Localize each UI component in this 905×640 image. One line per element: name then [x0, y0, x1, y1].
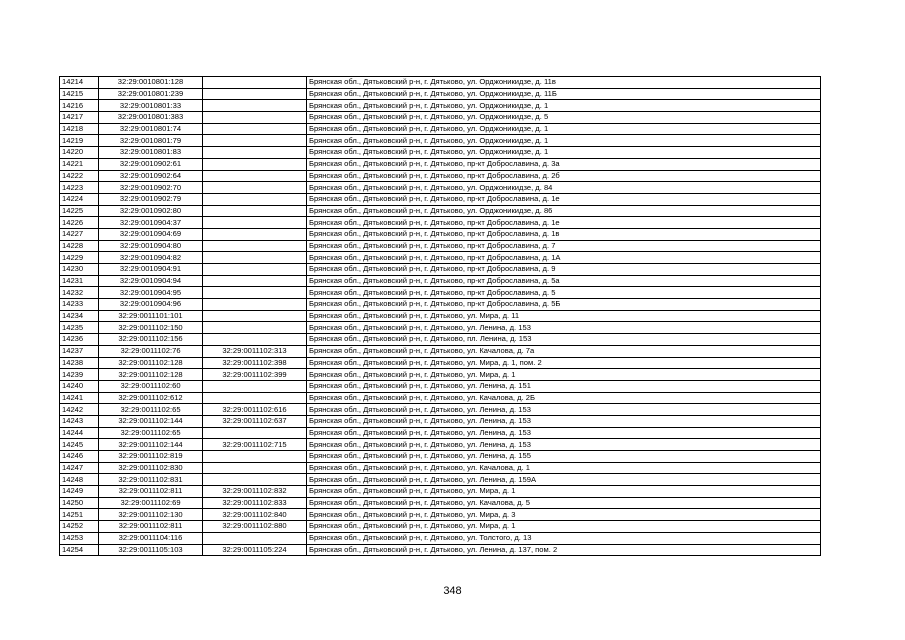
address-cell: Брянская обл., Дятьковский р-н, г. Дятьково, пр-кт Доброславина, д. 5Б	[307, 299, 821, 311]
object-cadastral-number-cell	[203, 170, 307, 182]
row-number-cell: 14251	[60, 509, 99, 521]
table-row	[60, 158, 821, 170]
row-number-cell: 14249	[60, 486, 99, 498]
cadastral-number-cell: 32:29:0011102:69	[99, 497, 203, 509]
address-cell: Брянская обл., Дятьковский р-н, г. Дятьково, пр-кт Доброславина, д. 3а	[307, 158, 821, 170]
address-cell: Брянская обл., Дятьковский р-н, г. Дятьково, ул. Качалова, д. 2Б	[307, 392, 821, 404]
table-row	[60, 135, 821, 147]
object-cadastral-number-cell	[203, 158, 307, 170]
address-cell: Брянская обл., Дятьковский р-н, г. Дятьково, ул. Орджоникидзе, д. 1	[307, 147, 821, 159]
cadastral-number-cell: 32:29:0011102:130	[99, 509, 203, 521]
object-cadastral-number-cell: 32:29:0011102:840	[203, 509, 307, 521]
table-row	[60, 357, 821, 369]
table-row	[60, 193, 821, 205]
address-cell: Брянская обл., Дятьковский р-н, г. Дятьково, ул. Мира, д. 1, пом. 2	[307, 357, 821, 369]
row-number-cell: 14219	[60, 135, 99, 147]
object-cadastral-number-cell	[203, 334, 307, 346]
object-cadastral-number-cell	[203, 310, 307, 322]
table-row	[60, 532, 821, 544]
row-number-cell: 14234	[60, 310, 99, 322]
object-cadastral-number-cell	[203, 228, 307, 240]
cadastral-number-cell: 32:29:0010902:64	[99, 170, 203, 182]
cadastral-number-cell: 32:29:0010801:79	[99, 135, 203, 147]
address-cell: Брянская обл., Дятьковский р-н, г. Дятьково, пр-кт Доброславина, д. 5а	[307, 275, 821, 287]
address-cell: Брянская обл., Дятьковский р-н, г. Дятьково, ул. Мира, д. 3	[307, 509, 821, 521]
object-cadastral-number-cell: 32:29:0011102:880	[203, 521, 307, 533]
cadastral-number-cell: 32:29:0011102:830	[99, 462, 203, 474]
table-row	[60, 345, 821, 357]
row-number-cell: 14224	[60, 193, 99, 205]
address-cell: Брянская обл., Дятьковский р-н, г. Дятьково, пр-кт Доброславина, д. 2б	[307, 170, 821, 182]
table-row	[60, 380, 821, 392]
address-cell: Брянская обл., Дятьковский р-н, г. Дятьково, ул. Ленина, д. 153	[307, 439, 821, 451]
cadastral-number-cell: 32:29:0010902:80	[99, 205, 203, 217]
cadastral-number-cell: 32:29:0010904:69	[99, 228, 203, 240]
row-number-cell: 14232	[60, 287, 99, 299]
address-cell: Брянская обл., Дятьковский р-н, г. Дятьково, пр-кт Доброславина, д. 1в	[307, 228, 821, 240]
cadastral-number-cell: 32:29:0010902:70	[99, 182, 203, 194]
cadastral-number-cell: 32:29:0010902:79	[99, 193, 203, 205]
table-row	[60, 228, 821, 240]
table-row	[60, 287, 821, 299]
table-row	[60, 462, 821, 474]
table-row	[60, 77, 821, 89]
cadastral-number-cell: 32:29:0011102:76	[99, 345, 203, 357]
row-number-cell: 14218	[60, 123, 99, 135]
page-number: 348	[443, 585, 462, 597]
table-row	[60, 427, 821, 439]
address-cell: Брянская обл., Дятьковский р-н, г. Дятьково, ул. Ленина, д. 153	[307, 415, 821, 427]
address-cell: Брянская обл., Дятьковский р-н, г. Дятьково, ул. Качалова, д. 7а	[307, 345, 821, 357]
address-cell: Брянская обл., Дятьковский р-н, г. Дятьково, ул. Орджоникидзе, д. 1	[307, 100, 821, 112]
table-row	[60, 486, 821, 498]
table-row	[60, 147, 821, 159]
cadastral-number-cell: 32:29:0010904:96	[99, 299, 203, 311]
cadastral-number-cell: 32:29:0011102:65	[99, 404, 203, 416]
address-cell: Брянская обл., Дятьковский р-н, г. Дятьково, ул. Мира, д. 1	[307, 369, 821, 381]
row-number-cell: 14252	[60, 521, 99, 533]
row-number-cell: 14214	[60, 77, 99, 89]
row-number-cell: 14237	[60, 345, 99, 357]
row-number-cell: 14245	[60, 439, 99, 451]
row-number-cell: 14238	[60, 357, 99, 369]
registry-table	[59, 76, 821, 556]
address-cell: Брянская обл., Дятьковский р-н, г. Дятьково, ул. Ленина, д. 155	[307, 451, 821, 463]
address-cell: Брянская обл., Дятьковский р-н, г. Дятьково, ул. Ленина, д. 153	[307, 404, 821, 416]
address-cell: Брянская обл., Дятьковский р-н, г. Дятьково, ул. Ленина, д. 151	[307, 380, 821, 392]
object-cadastral-number-cell	[203, 217, 307, 229]
address-cell: Брянская обл., Дятьковский р-н, г. Дятьково, пр-кт Доброславина, д. 7	[307, 240, 821, 252]
table-row	[60, 88, 821, 100]
row-number-cell: 14242	[60, 404, 99, 416]
object-cadastral-number-cell	[203, 380, 307, 392]
row-number-cell: 14250	[60, 497, 99, 509]
row-number-cell: 14247	[60, 462, 99, 474]
table-row	[60, 100, 821, 112]
address-cell: Брянская обл., Дятьковский р-н, г. Дятьково, ул. Орджоникидзе, д. 1	[307, 135, 821, 147]
row-number-cell: 14230	[60, 264, 99, 276]
row-number-cell: 14222	[60, 170, 99, 182]
address-cell: Брянская обл., Дятьковский р-н, г. Дятьково, пр-кт Доброславина, д. 1е	[307, 217, 821, 229]
object-cadastral-number-cell: 32:29:0011102:398	[203, 357, 307, 369]
row-number-cell: 14229	[60, 252, 99, 264]
row-number-cell: 14215	[60, 88, 99, 100]
table-row	[60, 275, 821, 287]
row-number-cell: 14228	[60, 240, 99, 252]
row-number-cell: 14221	[60, 158, 99, 170]
address-cell: Брянская обл., Дятьковский р-н, г. Дятьково, ул. Орджоникидзе, д. 84	[307, 182, 821, 194]
table-row	[60, 310, 821, 322]
cadastral-number-cell: 32:29:0011101:101	[99, 310, 203, 322]
cadastral-number-cell: 32:29:0010904:80	[99, 240, 203, 252]
cadastral-number-cell: 32:29:0011102:831	[99, 474, 203, 486]
row-number-cell: 14216	[60, 100, 99, 112]
cadastral-number-cell: 32:29:0011102:811	[99, 486, 203, 498]
table-row	[60, 415, 821, 427]
address-cell: Брянская обл., Дятьковский р-н, г. Дятьково, ул. Орджоникидзе, д. 11Б	[307, 88, 821, 100]
object-cadastral-number-cell	[203, 427, 307, 439]
cadastral-number-cell: 32:29:0011102:144	[99, 439, 203, 451]
row-number-cell: 14254	[60, 544, 99, 556]
object-cadastral-number-cell	[203, 205, 307, 217]
cadastral-number-cell: 32:29:0010902:61	[99, 158, 203, 170]
address-cell: Брянская обл., Дятьковский р-н, г. Дятьково, ул. Мира, д. 11	[307, 310, 821, 322]
cadastral-number-cell: 32:29:0011102:156	[99, 334, 203, 346]
cadastral-number-cell: 32:29:0010904:91	[99, 264, 203, 276]
table-row	[60, 170, 821, 182]
object-cadastral-number-cell: 32:29:0011102:616	[203, 404, 307, 416]
address-cell: Брянская обл., Дятьковский р-н, г. Дятьково, ул. Орджоникидзе, д. 5	[307, 112, 821, 124]
table-row	[60, 182, 821, 194]
row-number-cell: 14248	[60, 474, 99, 486]
address-cell: Брянская обл., Дятьковский р-н, г. Дятьково, ул. Качалова, д. 1	[307, 462, 821, 474]
table-row	[60, 322, 821, 334]
object-cadastral-number-cell: 32:29:0011102:313	[203, 345, 307, 357]
object-cadastral-number-cell	[203, 112, 307, 124]
address-cell: Брянская обл., Дятьковский р-н, г. Дятьково, ул. Качалова, д. 5	[307, 497, 821, 509]
object-cadastral-number-cell: 32:29:0011102:399	[203, 369, 307, 381]
cadastral-number-cell: 32:29:0011104:116	[99, 532, 203, 544]
row-number-cell: 14231	[60, 275, 99, 287]
cadastral-number-cell: 32:29:0011102:65	[99, 427, 203, 439]
table-row	[60, 451, 821, 463]
object-cadastral-number-cell	[203, 392, 307, 404]
cadastral-number-cell: 32:29:0010801:83	[99, 147, 203, 159]
object-cadastral-number-cell	[203, 474, 307, 486]
cadastral-number-cell: 32:29:0011102:819	[99, 451, 203, 463]
object-cadastral-number-cell	[203, 322, 307, 334]
address-cell: Брянская обл., Дятьковский р-н, г. Дятьково, ул. Орджоникидзе, д. 1	[307, 123, 821, 135]
table-row	[60, 112, 821, 124]
address-cell: Брянская обл., Дятьковский р-н, г. Дятьково, пр-кт Доброславина, д. 1е	[307, 193, 821, 205]
object-cadastral-number-cell	[203, 147, 307, 159]
row-number-cell: 14223	[60, 182, 99, 194]
object-cadastral-number-cell: 32:29:0011102:832	[203, 486, 307, 498]
object-cadastral-number-cell	[203, 88, 307, 100]
address-cell: Брянская обл., Дятьковский р-н, г. Дятьково, пр-кт Доброславина, д. 9	[307, 264, 821, 276]
table-row	[60, 299, 821, 311]
row-number-cell: 14226	[60, 217, 99, 229]
cadastral-number-cell: 32:29:0011102:612	[99, 392, 203, 404]
table-row	[60, 334, 821, 346]
object-cadastral-number-cell: 32:29:0011105:224	[203, 544, 307, 556]
object-cadastral-number-cell: 32:29:0011102:637	[203, 415, 307, 427]
row-number-cell: 14220	[60, 147, 99, 159]
row-number-cell: 14246	[60, 451, 99, 463]
row-number-cell: 14233	[60, 299, 99, 311]
cadastral-number-cell: 32:29:0011102:128	[99, 369, 203, 381]
registry-table-body	[60, 77, 821, 556]
address-cell: Брянская обл., Дятьковский р-н, г. Дятьково, ул. Орджоникидзе, д. 11в	[307, 77, 821, 89]
object-cadastral-number-cell	[203, 193, 307, 205]
cadastral-number-cell: 32:29:0010904:94	[99, 275, 203, 287]
row-number-cell: 14236	[60, 334, 99, 346]
row-number-cell: 14240	[60, 380, 99, 392]
address-cell: Брянская обл., Дятьковский р-н, г. Дятьково, ул. Орджоникидзе, д. 86	[307, 205, 821, 217]
address-cell: Брянская обл., Дятьковский р-н, г. Дятьково, ул. Ленина, д. 153	[307, 427, 821, 439]
cadastral-number-cell: 32:29:0010801:74	[99, 123, 203, 135]
address-cell: Брянская обл., Дятьковский р-н, г. Дятьково, пр-кт Доброславина, д. 5	[307, 287, 821, 299]
address-cell: Брянская обл., Дятьковский р-н, г. Дятьково, ул. Ленина, д. 153	[307, 322, 821, 334]
address-cell: Брянская обл., Дятьковский р-н, г. Дятьково, ул. Толстого, д. 13	[307, 532, 821, 544]
object-cadastral-number-cell	[203, 135, 307, 147]
cadastral-number-cell: 32:29:0011102:144	[99, 415, 203, 427]
cadastral-number-cell: 32:29:0011102:150	[99, 322, 203, 334]
address-cell: Брянская обл., Дятьковский р-н, г. Дятьково, ул. Ленина, д. 159А	[307, 474, 821, 486]
table-row	[60, 205, 821, 217]
object-cadastral-number-cell	[203, 462, 307, 474]
cadastral-number-cell: 32:29:0010801:128	[99, 77, 203, 89]
address-cell: Брянская обл., Дятьковский р-н, г. Дятьково, ул. Мира, д. 1	[307, 486, 821, 498]
table-row	[60, 497, 821, 509]
cadastral-number-cell: 32:29:0010904:37	[99, 217, 203, 229]
address-cell: Брянская обл., Дятьковский р-н, г. Дятьково, ул. Ленина, д. 137, пом. 2	[307, 544, 821, 556]
row-number-cell: 14239	[60, 369, 99, 381]
table-row	[60, 439, 821, 451]
table-row	[60, 240, 821, 252]
address-cell: Брянская обл., Дятьковский р-н, г. Дятьково, ул. Мира, д. 1	[307, 521, 821, 533]
row-number-cell: 14225	[60, 205, 99, 217]
address-cell: Брянская обл., Дятьковский р-н, г. Дятьково, пр-кт Доброславина, д. 1А	[307, 252, 821, 264]
object-cadastral-number-cell: 32:29:0011102:833	[203, 497, 307, 509]
table-row	[60, 217, 821, 229]
table-row	[60, 521, 821, 533]
cadastral-number-cell: 32:29:0010801:383	[99, 112, 203, 124]
cadastral-number-cell: 32:29:0011102:60	[99, 380, 203, 392]
row-number-cell: 14217	[60, 112, 99, 124]
object-cadastral-number-cell	[203, 240, 307, 252]
row-number-cell: 14244	[60, 427, 99, 439]
row-number-cell: 14241	[60, 392, 99, 404]
table-row	[60, 369, 821, 381]
object-cadastral-number-cell	[203, 100, 307, 112]
object-cadastral-number-cell	[203, 252, 307, 264]
table-row	[60, 509, 821, 521]
table-row	[60, 252, 821, 264]
cadastral-number-cell: 32:29:0010904:95	[99, 287, 203, 299]
object-cadastral-number-cell: 32:29:0011102:715	[203, 439, 307, 451]
table-row	[60, 404, 821, 416]
cadastral-number-cell: 32:29:0010801:33	[99, 100, 203, 112]
object-cadastral-number-cell	[203, 77, 307, 89]
object-cadastral-number-cell	[203, 275, 307, 287]
row-number-cell: 14235	[60, 322, 99, 334]
cadastral-number-cell: 32:29:0011105:103	[99, 544, 203, 556]
object-cadastral-number-cell	[203, 299, 307, 311]
row-number-cell: 14253	[60, 532, 99, 544]
table-row	[60, 123, 821, 135]
row-number-cell: 14227	[60, 228, 99, 240]
object-cadastral-number-cell	[203, 123, 307, 135]
table-row	[60, 474, 821, 486]
cadastral-number-cell: 32:29:0010801:239	[99, 88, 203, 100]
cadastral-number-cell: 32:29:0011102:128	[99, 357, 203, 369]
address-cell: Брянская обл., Дятьковский р-н, г. Дятьково, пл. Ленина, д. 153	[307, 334, 821, 346]
table-row	[60, 392, 821, 404]
object-cadastral-number-cell	[203, 287, 307, 299]
row-number-cell: 14243	[60, 415, 99, 427]
table-row	[60, 544, 821, 556]
object-cadastral-number-cell	[203, 182, 307, 194]
object-cadastral-number-cell	[203, 451, 307, 463]
cadastral-number-cell: 32:29:0010904:82	[99, 252, 203, 264]
object-cadastral-number-cell	[203, 532, 307, 544]
object-cadastral-number-cell	[203, 264, 307, 276]
cadastral-number-cell: 32:29:0011102:811	[99, 521, 203, 533]
table-row	[60, 264, 821, 276]
